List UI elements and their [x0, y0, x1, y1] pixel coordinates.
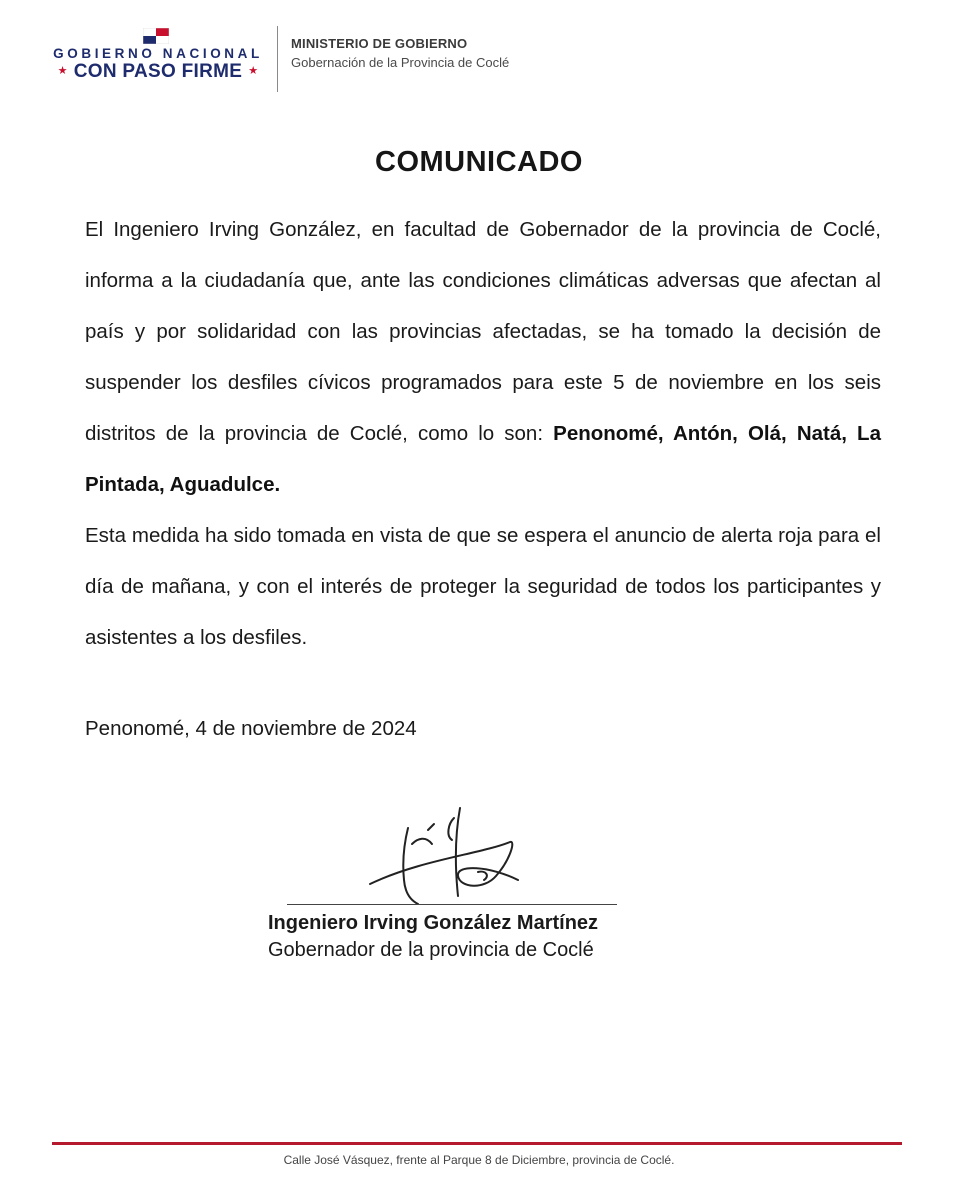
star-icon: ★ — [57, 65, 68, 77]
paragraph-announcement — [85, 204, 881, 510]
districts-list: Penonomé, Antón, Olá, Natá, La Pintada, Aguadulce. — [85, 422, 881, 496]
star-icon: ★ — [248, 65, 259, 77]
panama-flag-icon — [143, 28, 169, 44]
signer-name: Ingeniero Irving González Martínez — [268, 912, 599, 934]
logo-line-con-paso-firme: CON PASO FIRME — [73, 61, 243, 82]
handwritten-signature — [360, 800, 560, 910]
document-body — [85, 204, 881, 663]
signer-title: Gobernador de la provincia de Coclé — [268, 939, 594, 961]
document-date: Penonomé, 4 de noviembre de 2024 — [85, 717, 417, 740]
letterhead — [0, 0, 958, 120]
government-logo — [48, 26, 268, 90]
footer-rule — [52, 1142, 902, 1145]
footer-address: Calle José Vásquez, frente al Parque 8 de Diciembre, provincia de Coclé. — [283, 1153, 675, 1167]
paragraph-reason: Esta medida ha sido tomada en vista de que se espera el anuncio de alerta roja para el día de mañana, y con el interés de proteger la seguridad de todos los participantes y asistentes a los desfiles. — [85, 524, 881, 649]
logo-line-gobierno-nacional: GOBIERNO NACIONAL — [53, 46, 263, 61]
document-title: COMUNICADO — [375, 146, 583, 178]
paragraph-announcement-text: El Ingeniero Irving González, en facultad de Gobernador de la provincia de Coclé, informa a la ciudadanía que, ante las condiciones climáticas adversas que afectan al país y por solidaridad con las provincias afectadas, se ha tomado la decisión de suspender los desfiles cívicos programados para este 5 de noviembre en los seis distritos de la provincia de Coclé, como lo son: — [85, 218, 881, 445]
signature-line — [287, 904, 617, 905]
ministry-name: MINISTERIO DE GOBIERNO — [291, 36, 468, 51]
gobernacion-name: Gobernación de la Provincia de Coclé — [291, 55, 510, 70]
logo-slogan — [48, 61, 268, 83]
header-divider — [277, 26, 278, 92]
